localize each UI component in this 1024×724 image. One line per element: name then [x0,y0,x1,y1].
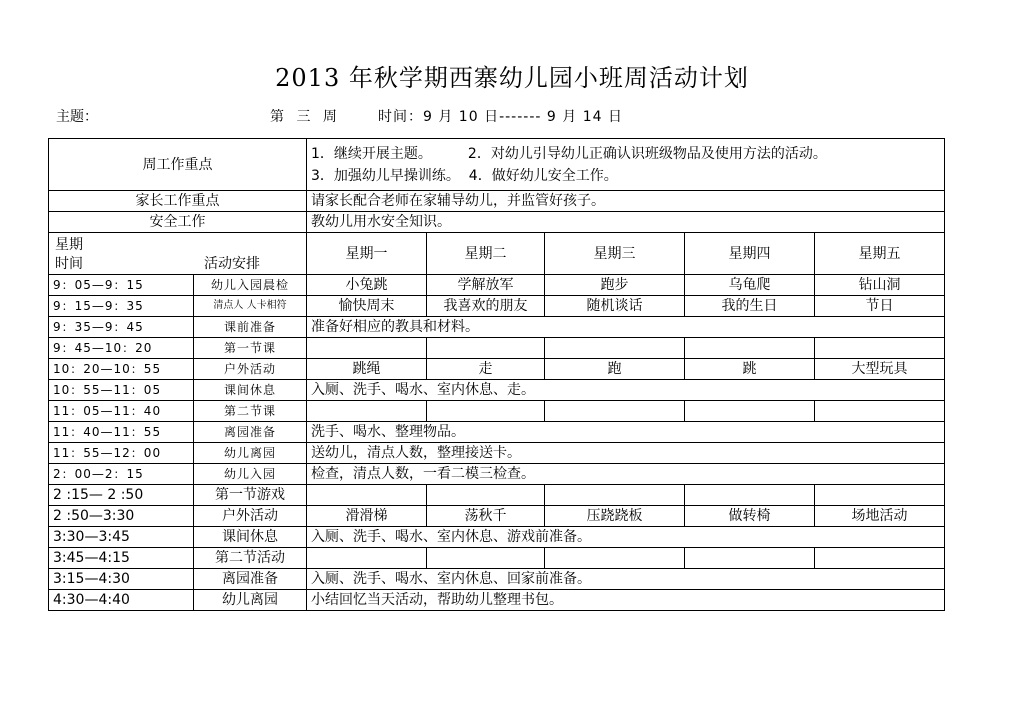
focus-content [307,139,945,191]
activity-name: 清点人 人卡相符 [194,296,307,317]
activity-name: 户外活动 [194,506,307,527]
day-activity-cell: 小兔跳 [307,275,427,296]
time-header: 时间 [55,255,83,272]
day-activity-cell: 钻山洞 [815,275,945,296]
day-activity-cell: 乌龟爬 [685,275,815,296]
schedule-row [49,590,945,611]
safety-label: 安全工作 [49,212,307,233]
activity-name: 幼儿离园 [194,590,307,611]
day-activity-cell [545,401,685,422]
day-activity-cell [427,401,545,422]
activity-name: 离园准备 [194,569,307,590]
day-header-fri: 星期五 [815,233,945,275]
focus-item-1: 1．继续开展主题。 [311,145,432,162]
activity-name: 幼儿入园 [194,464,307,485]
day-activity-cell: 我喜欢的朋友 [427,296,545,317]
day-activity-cell: 我的生日 [685,296,815,317]
time-slot: 10：20—10：55 [49,359,194,380]
activity-name: 第二节课 [194,401,307,422]
parents-label: 家长工作重点 [49,191,307,212]
day-activity-cell: 跑 [545,359,685,380]
time-slot: 10：55—11：05 [49,380,194,401]
day-activity-cell [427,485,545,506]
day-activity-cell [815,485,945,506]
schedule-row [49,380,945,401]
day-activity-cell [307,548,427,569]
parents-row [49,191,945,212]
safety-text: 教幼儿用水安全知识。 [307,212,945,233]
activity-detail: 准备好相应的教具和材料。 [307,317,945,338]
schedule-row [49,464,945,485]
day-header-thu: 星期四 [685,233,815,275]
schedule-row [49,527,945,548]
time-slot: 4:30—4:40 [49,590,194,611]
day-activity-cell [545,338,685,359]
day-header-mon: 星期一 [307,233,427,275]
schedule-row [49,275,945,296]
day-activity-cell: 场地活动 [815,506,945,527]
activity-name: 离园准备 [194,422,307,443]
day-activity-cell: 荡秋千 [427,506,545,527]
day-activity-cell: 跑步 [545,275,685,296]
header-corner [49,233,307,275]
day-activity-cell: 学解放军 [427,275,545,296]
activity-name: 课间休息 [194,380,307,401]
time-slot: 9：35—9：45 [49,317,194,338]
activity-name: 课间休息 [194,527,307,548]
day-activity-cell: 走 [427,359,545,380]
weekly-plan-table [48,138,945,611]
schedule-row [49,317,945,338]
activity-name: 第一节游戏 [194,485,307,506]
time-slot: 2 :50—3:30 [49,506,194,527]
schedule-row [49,443,945,464]
focus-item-2: 2．对幼儿引导幼儿正确认识班级物品及使用方法的活动。 [467,145,827,162]
day-header-tue: 星期二 [427,233,545,275]
day-activity-cell: 随机谈话 [545,296,685,317]
day-activity-cell [545,485,685,506]
day-header-wed: 星期三 [545,233,685,275]
schedule-row [49,548,945,569]
day-activity-cell: 做转椅 [685,506,815,527]
focus-label: 周工作重点 [49,139,307,191]
day-activity-cell [685,338,815,359]
focus-items-3-4: 3．加强幼儿早操训练。 4．做好幼儿安全工作。 [311,167,618,184]
day-activity-cell: 滑滑梯 [307,506,427,527]
activity-detail: 送幼儿，清点人数，整理接送卡。 [307,443,945,464]
subject-label: 主题： [56,109,98,125]
day-activity-cell [307,485,427,506]
activity-name: 幼儿离园 [194,443,307,464]
day-activity-cell [685,548,815,569]
activity-detail: 小结回忆当天活动，帮助幼儿整理书包。 [307,590,945,611]
day-activity-cell [545,548,685,569]
day-activity-cell: 大型玩具 [815,359,945,380]
week-header: 星期 [55,236,83,253]
day-activity-cell: 跳绳 [307,359,427,380]
date-range: 时间：9 月 10 日------- 9 月 14 日 [378,109,623,125]
schedule-row [49,401,945,422]
time-slot: 3:45—4:15 [49,548,194,569]
time-slot: 9：45—10：20 [49,338,194,359]
time-slot: 9：05—9：15 [49,275,194,296]
schedule-row [49,485,945,506]
day-activity-cell: 压跷跷板 [545,506,685,527]
time-slot: 11：05—11：40 [49,401,194,422]
activity-name: 第一节课 [194,338,307,359]
schedule-row [49,569,945,590]
time-slot: 11：55—12：00 [49,443,194,464]
activity-name: 户外活动 [194,359,307,380]
time-slot: 9：15—9：35 [49,296,194,317]
day-activity-cell [815,548,945,569]
page-title: 2013 年秋学期西寨幼儿园小班周活动计划 [275,64,749,92]
day-activity-cell [307,338,427,359]
schedule-row [49,338,945,359]
day-activity-cell: 节日 [815,296,945,317]
day-activity-cell: 跳 [685,359,815,380]
focus-row [49,139,945,191]
time-slot: 3:30—3:45 [49,527,194,548]
activity-detail: 入厕、洗手、喝水、室内休息、走。 [307,380,945,401]
activity-header: 活动安排 [204,255,260,272]
schedule-row [49,359,945,380]
time-slot: 2：00—2：15 [49,464,194,485]
time-slot: 11：40—11：55 [49,422,194,443]
activity-detail: 入厕、洗手、喝水、室内休息、回家前准备。 [307,569,945,590]
day-activity-cell: 愉快周末 [307,296,427,317]
schedule-row [49,506,945,527]
day-activity-cell [427,338,545,359]
activity-detail: 入厕、洗手、喝水、室内休息、游戏前准备。 [307,527,945,548]
day-activity-cell [815,401,945,422]
day-activity-cell [815,338,945,359]
time-slot: 3:15—4:30 [49,569,194,590]
safety-row [49,212,945,233]
schedule-row [49,422,945,443]
parents-text: 请家长配合老师在家辅导幼儿，并监管好孩子。 [307,191,945,212]
schedule-row [49,296,945,317]
activity-detail: 检查，清点人数，一看二模三检查。 [307,464,945,485]
time-slot: 2 :15— 2 :50 [49,485,194,506]
day-activity-cell [685,485,815,506]
activity-name: 第二节活动 [194,548,307,569]
header-row [49,233,945,275]
day-activity-cell [307,401,427,422]
activity-detail: 洗手、喝水、整理物品。 [307,422,945,443]
week-number: 第 三 周 [270,109,341,125]
activity-name: 幼儿入园晨检 [194,275,307,296]
day-activity-cell [685,401,815,422]
day-activity-cell [427,548,545,569]
activity-name: 课前准备 [194,317,307,338]
